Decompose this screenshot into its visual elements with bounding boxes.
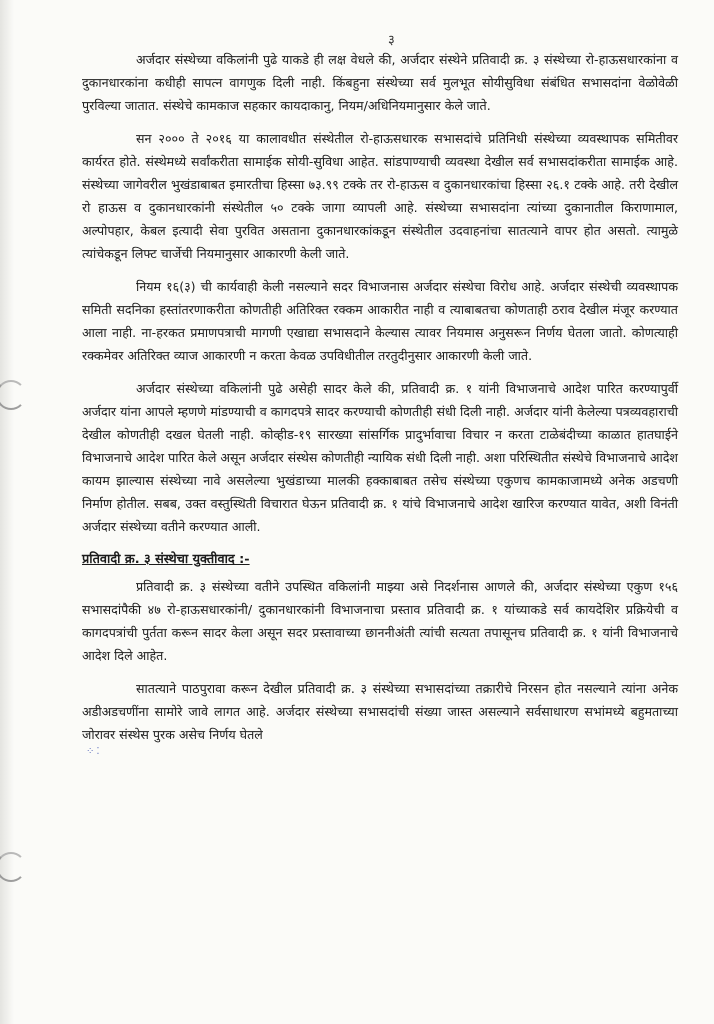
binder-ring-icon [0, 380, 26, 410]
document-body [82, 48, 678, 756]
page-number: ३ [388, 33, 395, 48]
paragraph: अर्जदार संस्थेच्या वकिलांनी पुढे असेही सादर केले की, प्रतिवादी क्र. १ यांनी विभाजनाचे आदेश पारित करण्यापुर्वी अर्जदार यांना आपले म्हणणे मांडण्याची व कागदपत्रे सादर करण्याची कोणतीही संधी दिली नाही. अर्जदार यांनी केलेल्या पत्रव्यवहाराची देखील कोणतीही दखल घेतली नाही. कोव्हीड-१९ सारख्या सांसर्गिक प्रादुर्भावाचा विचार न करता टाळेबंदीच्या काळात हातघाईने विभाजनाचे आदेश पारित केले असून अर्जदार संस्थेस कोणतीही न्यायिक संधी दिली नाही. अशा परिस्थितीत संस्थेचे विभाजनाचे आदेश कायम झाल्यास संस्थेच्या नावे असलेल्या भुखंडाच्या मालकी हक्काबाबत तसेच संस्थेच्या एकुणच कामकाजामध्ये अनेक अडचणी निर्माण होतील. सबब, उक्त वस्तुस्थिती विचारात घेऊन प्रतिवादी क्र. १ यांचे विभाजनाचे आदेश खारिज करण्यात यावेत, अशी विनंती अर्जदार संस्थेच्या वतीने करण्यात आली. [82, 381, 678, 534]
section-heading: प्रतिवादी क्र. ३ संस्थेचा युक्तीवाद :- [82, 552, 250, 567]
paragraph: अर्जदार संस्थेच्या वकिलांनी पुढे याकडे ही लक्ष वेधले की, अर्जदार संस्थेने प्रतिवादी क्र. ३ संस्थेच्या रो-हाऊसधारकांना व दुकानधारकांना कधीही सापत्न वागणुक दिली नाही. किंबहुना संस्थेच्या सर्व मुलभूत सोयीसुविधा संबंधित सभासदांना वेळोवेळी पुरविल्या जातात. संस्थेचे कामकाज सहकार कायदाकानु, नियम/अधिनियमानुसार केले जाते. [82, 52, 678, 113]
paragraph: नियम १६(३) ची कार्यवाही केली नसल्याने सदर विभाजनास अर्जदार संस्थेचा विरोध आहे. अर्जदार संस्थेची व्यवस्थापक समिती सदनिका हस्तांतरणाकरीता कोणतीही अतिरिक्त रक्कम आकारीत नाही व त्याबाबतचा कोणताही ठराव देखील मंजूर करण्यात आला नाही. ना-हरकत प्रमाणपत्राची मागणी एखाद्या सभासदाने केल्यास त्यावर नियमास अनुसरून निर्णय घेतला जातो. कोणत्याही रक्कमेवर अतिरिक्त व्याज आकारणी न करता केवळ उपविधीतील तरतुदीनुसार आकारणी केली जाते. [82, 279, 678, 363]
paragraph: सन २००० ते २०१६ या कालावधीत संस्थेतील रो-हाऊसधारक सभासदांचे प्रतिनिधी संस्थेच्या व्यवस्थापक समितीवर कार्यरत होते. संस्थेमध्ये सर्वांकरीता सामाईक सोयी-सुविधा आहेत. सांडपाण्याची व्यवस्था देखील सर्व सभासदांकरीता सामाईक आहे. संस्थेच्या जागेवरील भुखंडाबाबत इमारतीचा हिस्सा ७३.९९ टक्के तर रो-हाऊस व दुकानधारकांचा हिस्सा २६.१ टक्के आहे. तरी देखील रो हाऊस व दुकानधारकांनी संस्थेतील ५० टक्के जागा व्यापली आहे. संस्थेच्या सभासदांना त्यांच्या दुकानातील किराणामाल, अल्पोपहार, केबल इत्यादी सेवा पुरवित असताना दुकानधारकांकडून संस्थेतील उदवाहनांचा सातत्याने वापर होत असतो. त्यामुळे त्यांचेकडून लिफ्ट चार्जेची नियमानुसार आकारणी केली जाते. [82, 131, 678, 261]
ink-mark-icon: ⁘⁚ [86, 746, 102, 757]
binder-ring-icon [0, 852, 26, 882]
paragraph: सातत्याने पाठपुरावा करून देखील प्रतिवादी क्र. ३ संस्थेच्या सभासदांच्या तक्रारीचे निरसन होत नसल्याने त्यांना अनेक अडीअडचणींना सामोरे जावे लागत आहे. अर्जदार संस्थेच्या सभासदांची संख्या जास्त असल्याने सर्वसाधारण सभांमध्ये बहुमताच्या जोरावर संस्थेस पुरक असेच निर्णय घेतले [82, 681, 678, 742]
paragraph: प्रतिवादी क्र. ३ संस्थेच्या वतीने उपस्थित वकिलांनी माझ्या असे निदर्शनास आणले की, अर्जदार संस्थेच्या एकुण १५६ सभासदांपैकी ४७ रो-हाऊसधारकांनी/ दुकानधारकांनी विभाजनाचा प्रस्ताव प्रतिवादी क्र. १ यांच्याकडे सर्व कायदेशिर प्रक्रियेची व कागदपत्रांची पुर्तता करून सादर केला असून सदर प्रस्तावाच्या छाननीअंती त्यांची सत्यता तपासूनच प्रतिवादी क्र. १ यांनी विभाजनाचे आदेश दिले आहेत. [82, 579, 678, 663]
